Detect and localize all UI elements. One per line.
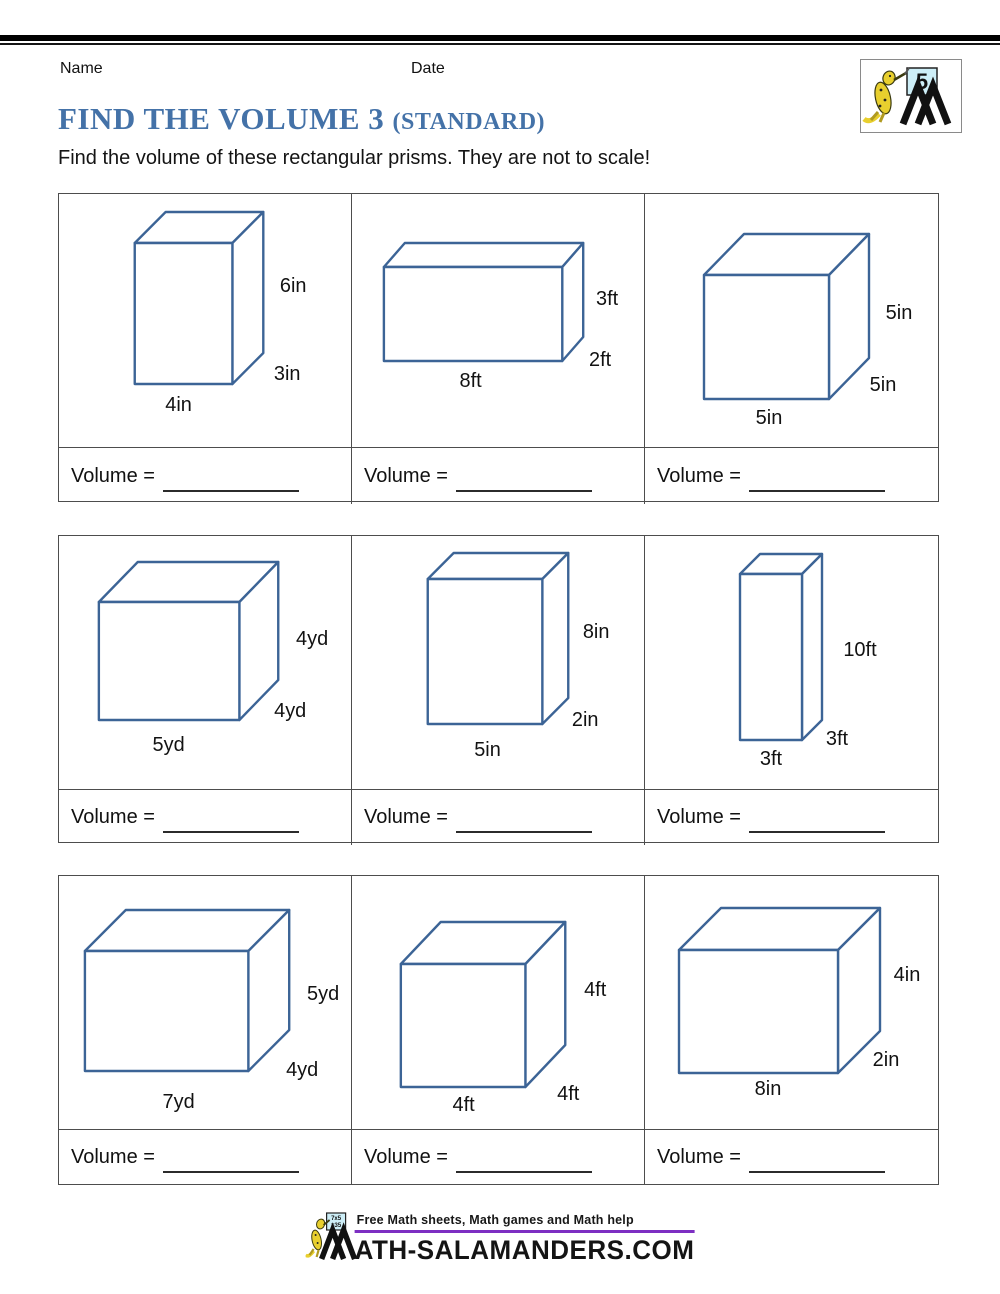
volume-blank-line[interactable] bbox=[456, 490, 592, 492]
prism-cell bbox=[59, 194, 352, 448]
volume-label: Volume = bbox=[71, 464, 155, 487]
prism-cell bbox=[59, 536, 352, 790]
volume-answer-cell bbox=[352, 790, 645, 845]
prism-cell bbox=[645, 194, 938, 448]
dimension-label-height: 3ft bbox=[596, 287, 619, 311]
prism-side-face bbox=[542, 553, 568, 724]
volume-blank-line[interactable] bbox=[163, 1171, 299, 1173]
dimension-label-height: 10ft bbox=[843, 639, 877, 661]
prism-front-face bbox=[99, 602, 240, 720]
volume-answer-cell bbox=[645, 448, 938, 504]
volume-label: Volume = bbox=[71, 1146, 155, 1168]
prism-front-face bbox=[384, 267, 562, 361]
volume-label: Volume = bbox=[364, 1146, 448, 1168]
volume-answer-cell bbox=[59, 448, 352, 504]
dimension-label-depth: 4yd bbox=[274, 699, 307, 723]
prism-cell bbox=[352, 194, 645, 448]
volume-label: Volume = bbox=[364, 464, 448, 487]
prism-figure bbox=[645, 876, 938, 1129]
worksheet-table-row-1 bbox=[58, 193, 939, 502]
prism-cell bbox=[645, 876, 938, 1130]
prism-side-face bbox=[232, 212, 263, 384]
page-title bbox=[58, 101, 545, 137]
worksheet-table-row-3 bbox=[58, 875, 939, 1185]
dimension-label-depth: 4ft bbox=[557, 1082, 580, 1106]
dimension-label-depth: 5in bbox=[869, 374, 897, 396]
dimension-label-width: 8in bbox=[754, 1078, 782, 1100]
dimension-label-width: 8ft bbox=[459, 369, 482, 393]
page-instructions: Find the volume of these rectangular prisms. They are not to scale! bbox=[58, 147, 651, 169]
salamander-logo-icon bbox=[861, 60, 961, 132]
prism-figure bbox=[352, 194, 644, 447]
footer-salamander-icon bbox=[306, 1211, 362, 1263]
dimension-label-height: 5yd bbox=[307, 982, 340, 1006]
footer-site-name: ATH-SALAMANDERS.COM bbox=[354, 1234, 695, 1266]
prism-top-face bbox=[384, 243, 583, 267]
prism-cell bbox=[59, 876, 352, 1130]
dimension-label-width: 5yd bbox=[152, 733, 185, 757]
prism-front-face bbox=[428, 579, 543, 724]
footer-m-glyph bbox=[322, 1230, 355, 1259]
dimension-label-depth: 2in bbox=[872, 1049, 900, 1071]
salamander-figure bbox=[864, 68, 909, 122]
prism-front-face bbox=[740, 574, 802, 740]
prism-figure bbox=[59, 536, 351, 789]
worksheet-table-row-2 bbox=[58, 535, 939, 843]
footer-tagline: Free Math sheets, Math games and Math help bbox=[355, 1211, 695, 1233]
volume-answer-cell bbox=[645, 790, 938, 845]
volume-label: Volume = bbox=[657, 1146, 741, 1168]
footer-board-line1: 7x5 bbox=[331, 1216, 342, 1222]
volume-blank-line[interactable] bbox=[749, 1171, 885, 1173]
volume-answer-cell bbox=[645, 1130, 938, 1185]
dimension-label-depth: 2ft bbox=[589, 348, 612, 372]
volume-blank-line[interactable] bbox=[163, 490, 299, 492]
dimension-label-width: 3ft bbox=[759, 748, 783, 770]
dimension-label-height: 4ft bbox=[584, 978, 607, 1002]
prism-figure bbox=[645, 194, 938, 447]
dimension-label-depth: 4yd bbox=[286, 1058, 319, 1082]
volume-blank-line[interactable] bbox=[749, 490, 885, 492]
prism-cell bbox=[645, 536, 938, 790]
salamander-grade-logo bbox=[860, 59, 962, 133]
name-field-label: Name bbox=[60, 60, 103, 77]
volume-answer-cell bbox=[59, 1130, 352, 1185]
dimension-label-width: 5in bbox=[474, 738, 501, 762]
prism-cell bbox=[352, 876, 645, 1130]
grade-number: 5 bbox=[915, 69, 929, 94]
prism-front-face bbox=[401, 964, 526, 1087]
dimension-label-height: 6in bbox=[279, 274, 307, 298]
volume-label: Volume = bbox=[364, 806, 448, 828]
prism-front-face bbox=[135, 243, 233, 384]
volume-blank-line[interactable] bbox=[456, 831, 592, 833]
prism-front-face bbox=[85, 951, 248, 1071]
footer-text-block bbox=[355, 1211, 695, 1265]
dimension-label-depth: 3in bbox=[273, 362, 301, 386]
dimension-label-width: 4in bbox=[165, 393, 192, 417]
prism-front-face bbox=[704, 275, 829, 399]
footer-board-line2: =35 bbox=[331, 1223, 342, 1229]
prism-cell bbox=[352, 536, 645, 790]
prism-figure bbox=[59, 194, 351, 447]
dimension-label-height: 5in bbox=[885, 302, 913, 324]
dimension-label-height: 4in bbox=[893, 964, 921, 986]
dimension-label-depth: 2in bbox=[571, 708, 599, 732]
volume-answer-cell bbox=[352, 448, 645, 504]
date-field-label: Date bbox=[411, 60, 445, 77]
dimension-label-width: 4ft bbox=[452, 1093, 475, 1117]
volume-answer-cell bbox=[352, 1130, 645, 1185]
volume-label: Volume = bbox=[657, 464, 741, 487]
volume-blank-line[interactable] bbox=[163, 831, 299, 833]
site-footer-logo bbox=[306, 1211, 695, 1265]
volume-blank-line[interactable] bbox=[749, 831, 885, 833]
prism-figure bbox=[352, 536, 644, 789]
volume-label: Volume = bbox=[71, 806, 155, 828]
prism-figure bbox=[352, 876, 644, 1129]
prism-figure bbox=[59, 876, 351, 1129]
volume-blank-line[interactable] bbox=[456, 1171, 592, 1173]
top-border-thick bbox=[0, 35, 1000, 41]
page-title-main: FIND THE VOLUME 3 bbox=[58, 101, 385, 136]
top-border-thin bbox=[0, 43, 1000, 45]
prism-front-face bbox=[679, 950, 838, 1073]
prism-figure bbox=[645, 536, 938, 789]
page-title-suffix: (STANDARD) bbox=[392, 109, 546, 135]
dimension-label-height: 8in bbox=[582, 620, 610, 644]
dimension-label-height: 4yd bbox=[296, 627, 329, 651]
prism-side-face bbox=[802, 554, 822, 740]
dimension-label-width: 5in bbox=[755, 407, 783, 429]
dimension-label-depth: 3ft bbox=[825, 728, 849, 750]
volume-answer-cell bbox=[59, 790, 352, 845]
volume-label: Volume = bbox=[657, 806, 741, 828]
dimension-label-width: 7yd bbox=[162, 1090, 195, 1114]
